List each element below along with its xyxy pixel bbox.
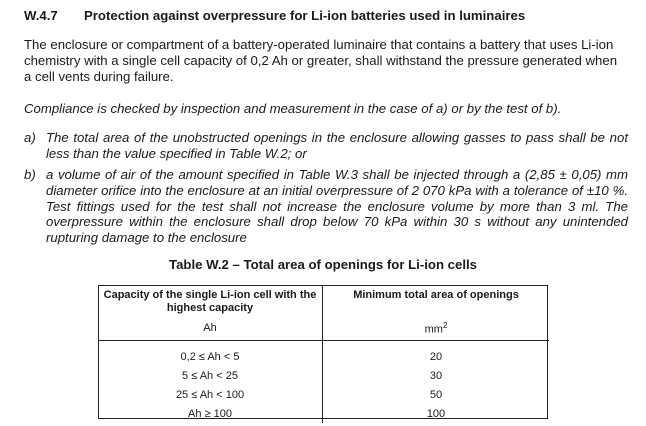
capacity-cell: 5 ≤ Ah < 25: [98, 366, 323, 385]
unit-area-base: mm: [424, 323, 443, 336]
list-item: [24, 130, 628, 162]
compliance-statement: Compliance is checked by inspection and measurement in the case of a) or by the test of b).: [24, 101, 562, 116]
clause-number: W.4.7: [24, 8, 58, 23]
area-cell: 100: [426, 407, 446, 420]
capacity-cell: 0,2 ≤ Ah < 5: [98, 341, 323, 367]
header-capacity: Capacity of the single Li-ion cell with the highest capacity: [98, 285, 323, 314]
area-cell: 50: [429, 388, 443, 401]
table-row: [98, 385, 549, 404]
area-cell: 20: [429, 350, 443, 363]
list-item-text: a volume of air of the amount specified in Table W.3 shall be injected through a (2,85 ± 0,05) mm diameter orifice into the enclosure at an initial overpressure of 2 070 kPa with a tolerance of ±10 %. Test fittings used for the test shall not increase the enclosure volume by more than 3 ml. The overpressure within the enclosure shall drop below 70 kPa within 30 s without any unintended rupturing damage to the enclosure: [46, 167, 628, 246]
header-min-area: Minimum total area of openings: [353, 289, 519, 301]
list-marker: b): [24, 167, 36, 182]
unit-area-exponent: 2: [442, 320, 448, 330]
capacity-cell: 25 ≤ Ah < 100: [98, 385, 323, 404]
list-marker: a): [24, 130, 36, 145]
openings-table: [98, 285, 549, 423]
table-row: [98, 404, 549, 423]
table-header-row: [98, 285, 549, 314]
capacity-cell: Ah ≥ 100: [98, 404, 323, 423]
list-item: [24, 167, 628, 246]
table-row: [98, 341, 549, 367]
table-title: Table W.2 – Total area of openings for Li-ion cells: [169, 257, 477, 272]
table-row: [98, 366, 549, 385]
table-units-row: [98, 314, 549, 341]
clause-heading: [24, 8, 525, 23]
unit-area: [323, 314, 550, 341]
clause-title: Protection against overpressure for Li-ion batteries used in luminaires: [84, 8, 526, 23]
unit-capacity: Ah: [98, 314, 323, 341]
body-paragraph: The enclosure or compartment of a battery-operated luminaire that contains a battery that uses Li-ion chemistry with a single cell capacity of 0,2 Ah or greater, shall withstand the pressure generated when a cell vents during failure.: [24, 37, 618, 84]
area-cell: 30: [429, 369, 443, 382]
list-item-text: The total area of the unobstructed openings in the enclosure allowing gasses to pass shall be not less than the value specified in Table W.2; or: [46, 130, 628, 161]
